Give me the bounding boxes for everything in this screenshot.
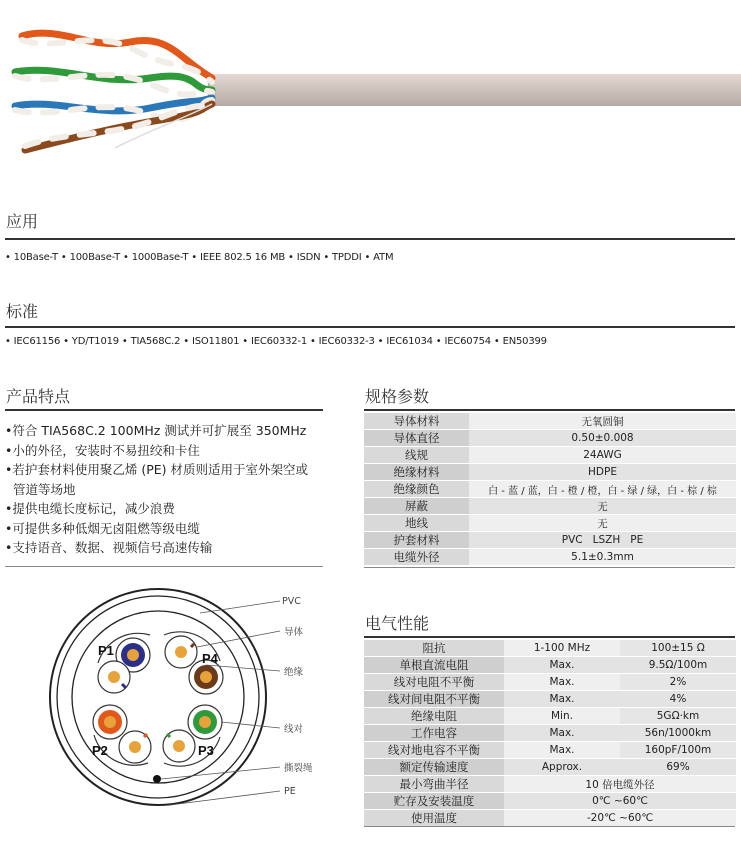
table-row: [364, 640, 736, 657]
cable-cross-section-diagram: [40, 585, 340, 825]
electrical-table: [364, 640, 736, 827]
table-row: [364, 464, 736, 481]
spec-value: PVC LSZH PE: [469, 532, 736, 549]
specs-table: [364, 413, 736, 566]
application-title: 应用: [6, 212, 39, 231]
green-pair: [15, 70, 212, 94]
table-row: [364, 776, 736, 793]
table-row: [364, 549, 736, 566]
spec-value: 24AWG: [469, 447, 736, 464]
feature-item: 管道等场地: [5, 481, 76, 497]
table-row: [364, 742, 736, 759]
spec-key: 绝缘材料: [364, 464, 469, 481]
elec-cond: Approx.: [504, 759, 620, 776]
table-row: [364, 674, 736, 691]
elec-key: 工作电容: [364, 725, 504, 742]
table-row: [364, 657, 736, 674]
spec-key: 护套材料: [364, 532, 469, 549]
elec-value: 69%: [620, 759, 736, 776]
application-divider: [5, 238, 735, 240]
spec-value: 0.50±0.008: [469, 430, 736, 447]
elec-value: 0℃ ~60℃: [504, 793, 736, 810]
elec-value: -20℃ ~60℃: [504, 810, 736, 827]
table-row: [364, 515, 736, 532]
feature-item: •支持语音、数据、视频信号高速传输: [5, 540, 213, 555]
elec-value: 10 倍电缆外径: [504, 776, 736, 793]
elec-cond: Max.: [504, 674, 620, 691]
ripcord: [153, 775, 161, 783]
pair-label-p4: P4: [202, 651, 218, 666]
spec-value: 无: [469, 498, 736, 515]
spec-key: 导体材料: [364, 413, 469, 430]
elec-key: 额定传输速度: [364, 759, 504, 776]
features-divider: [5, 409, 323, 411]
feature-item: •提供电缆长度标记，减少浪费: [5, 501, 175, 516]
electrical-bottom-divider: [364, 826, 735, 827]
specs-bottom-divider: [364, 567, 735, 568]
electrical-divider: [364, 636, 735, 638]
pair-label-p3: P3: [198, 743, 214, 758]
elec-key: 线对间电阻不平衡: [364, 691, 504, 708]
standards-title: 标准: [6, 302, 39, 321]
spec-key: 地线: [364, 515, 469, 532]
table-row: [364, 725, 736, 742]
elec-value: 5GΩ·km: [620, 708, 736, 725]
feature-item: •符合 TIA568C.2 100MHz 测试并可扩展至 350MHz: [5, 423, 307, 438]
outer-jacket: [50, 589, 266, 805]
specs-title: 规格参数: [365, 387, 430, 406]
spec-value: 无: [469, 515, 736, 532]
elec-key: 贮存及安装温度: [364, 793, 504, 810]
electrical-title: 电气性能: [365, 614, 430, 633]
table-row: [364, 810, 736, 827]
elec-key: 线对电阻不平衡: [364, 674, 504, 691]
label-pe: PE: [284, 786, 296, 797]
spec-value: 无氧圆铜: [469, 413, 736, 430]
elec-cond: Max.: [504, 725, 620, 742]
cable-photo: [0, 0, 741, 190]
feature-item: •小的外径，安装时不易扭绞和卡住: [5, 442, 200, 458]
elec-key: 使用温度: [364, 810, 504, 827]
elec-cond: Max.: [504, 657, 620, 674]
table-row: [364, 430, 736, 447]
elec-key: 阻抗: [364, 640, 504, 657]
spec-key: 导体直径: [364, 430, 469, 447]
table-row: [364, 498, 736, 515]
spec-key: 绝缘颜色: [364, 481, 469, 498]
table-row: [364, 759, 736, 776]
elec-value: 4%: [620, 691, 736, 708]
elec-cond: 1-100 MHz: [504, 640, 620, 657]
elec-value: 100±15 Ω: [620, 640, 736, 657]
spec-key: 屏蔽: [364, 498, 469, 515]
elec-key: 单根直流电阻: [364, 657, 504, 674]
standards-divider: [5, 326, 735, 328]
table-row: [364, 691, 736, 708]
label-pvc: PVC: [282, 596, 301, 607]
table-row: [364, 532, 736, 549]
elec-value: 2%: [620, 674, 736, 691]
label-conductor: 导体: [284, 627, 304, 638]
pair-label-p2: P2: [92, 743, 108, 758]
elec-key: 绝缘电阻: [364, 708, 504, 725]
elec-key: 线对地电容不平衡: [364, 742, 504, 759]
elec-cond: Max.: [504, 742, 620, 759]
features-title: 产品特点: [6, 387, 71, 406]
feature-item: •可提供多种低烟无卤阻燃等级电缆: [5, 520, 200, 536]
table-row: [364, 447, 736, 464]
elec-cond: Max.: [504, 691, 620, 708]
spec-value: HDPE: [469, 464, 736, 481]
features-list: [5, 421, 325, 558]
label-ripcord: 撕裂绳: [284, 763, 313, 774]
table-row: [364, 413, 736, 430]
spec-key: 线规: [364, 447, 469, 464]
elec-key: 最小弯曲半径: [364, 776, 504, 793]
spec-key: 电缆外径: [364, 549, 469, 566]
features-bottom-divider: [5, 566, 323, 567]
elec-value: 9.5Ω/100m: [620, 657, 736, 674]
spec-value: 白 - 蓝 / 蓝，白 - 橙 / 橙，白 - 绿 / 绿，白 - 棕 / 棕: [469, 481, 736, 498]
label-insulation: 绝缘: [284, 667, 304, 678]
specs-divider: [364, 409, 735, 411]
feature-item: •若护套材料使用聚乙烯 (PE) 材质则适用于室外架空或: [5, 462, 309, 477]
elec-value: 160pF/100m: [620, 742, 736, 759]
pair-label-p1: P1: [98, 643, 114, 658]
elec-value: 56n/1000km: [620, 725, 736, 742]
table-row: [364, 708, 736, 725]
label-pair: 线对: [284, 724, 304, 735]
application-list: • 10Base-T • 100Base-T • 1000Base-T • IEEE 802.5 16 MB • ISDN • TPDDI • ATM: [5, 252, 394, 263]
standards-list: • IEC61156 • YD/T1019 • TIA568C.2 • ISO11801 • IEC60332-1 • IEC60332-3 • IEC61034 • IEC60754 • EN50399: [5, 336, 547, 347]
elec-cond: Min.: [504, 708, 620, 725]
spec-value: 5.1±0.3mm: [469, 549, 736, 566]
table-row: [364, 793, 736, 810]
table-row: [364, 481, 736, 498]
